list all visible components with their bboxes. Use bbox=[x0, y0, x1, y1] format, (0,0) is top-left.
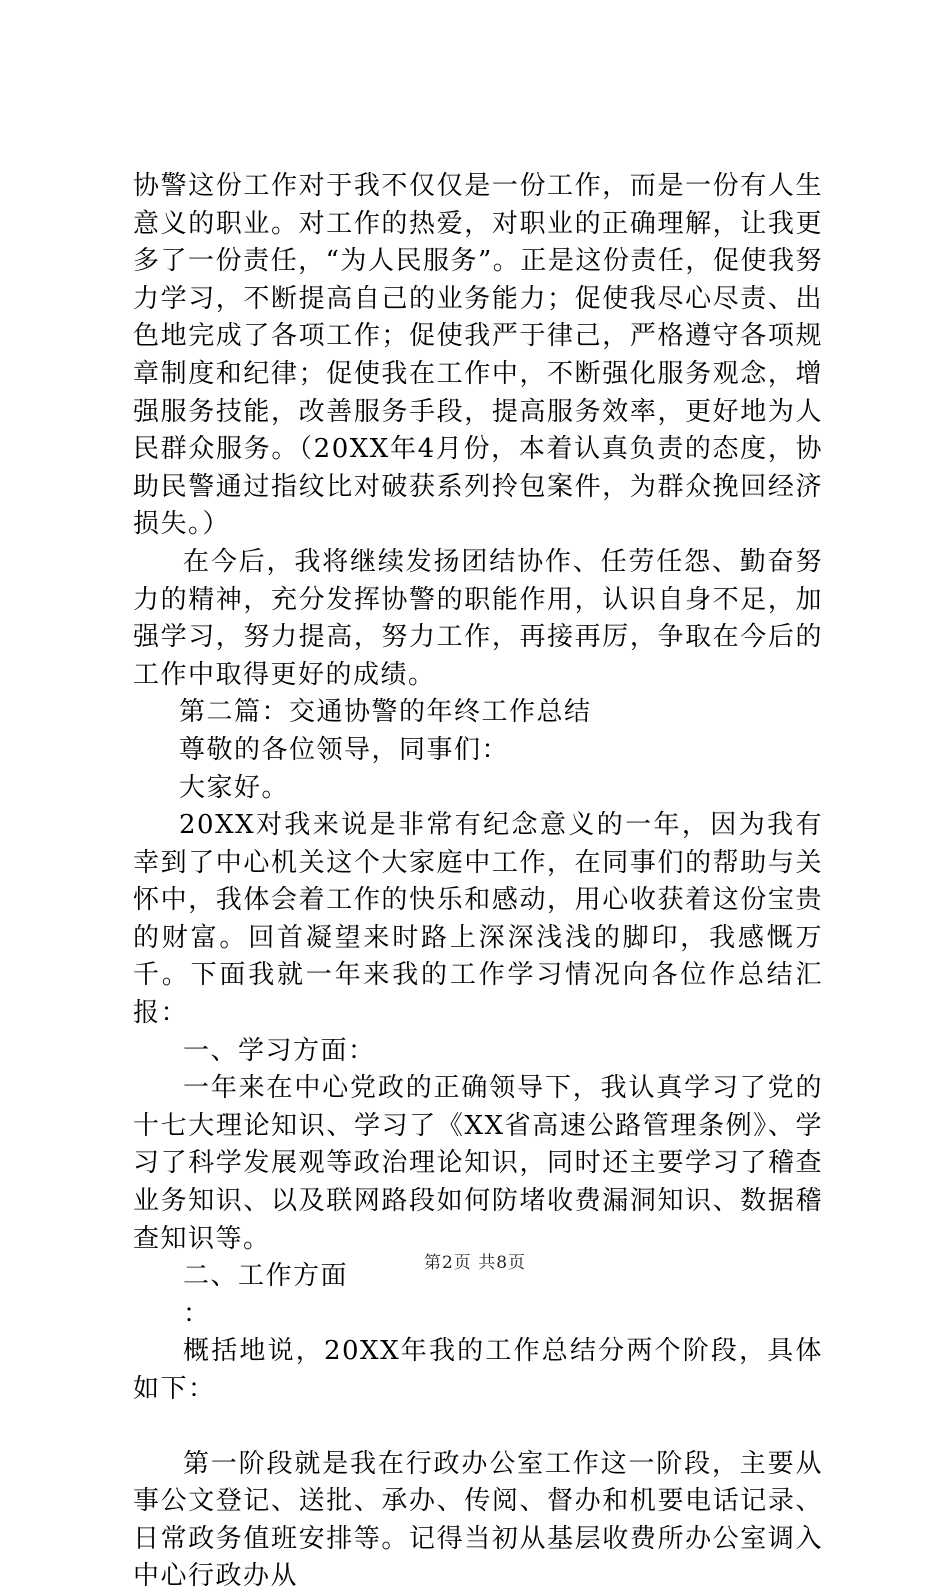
paragraph-stage-one: 第一阶段就是我在行政办公室工作这一阶段，主要从事公文登记、送批、承办、传阅、督办和机要电话记录、日常政务值班安排等。记得当初从基层收费所办公室调入中心行政办从 bbox=[133, 1448, 823, 1592]
page-number: 第2页 共8页 bbox=[423, 1253, 527, 1273]
subheading-work: 二、工作方面 bbox=[183, 1261, 349, 1292]
paragraph-study: 一年来在中心党政的正确领导下，我认真学习了党的十七大理论知识、学习了《XX省高速公路管理条例》、学习了科学发展观等政治理论知识，同时还主要学习了稽查业务知识、以及联网路段如何防堵收费漏洞知识、数据稽查知识等。 bbox=[133, 1073, 823, 1254]
blank-line bbox=[133, 1409, 823, 1446]
paragraph-summary: 概括地说，20XX年我的工作总结分两个阶段，具体如下： bbox=[133, 1336, 823, 1404]
document-body bbox=[133, 168, 823, 1596]
section-heading: 第二篇：交通协警的年终工作总结 bbox=[179, 697, 592, 728]
subheading-work-colon: ： bbox=[183, 1298, 211, 1329]
paragraph-2: 在今后，我将继续发扬团结协作、任劳任怨、勤奋努力的精神，充分发挥协警的职能作用，认识自身不足，加强学习，努力提高，努力工作，再接再厉，争取在今后的工作中取得更好的成绩。 bbox=[133, 546, 823, 690]
salutation: 尊敬的各位领导，同事们： bbox=[179, 734, 510, 765]
paragraph-1: 协警这份工作对于我不仅仅是一份工作，而是一份有人生意义的职业。对工作的热爱，对职业的正确理解，让我更多了一份责任，“为人民服务”。正是这份责任，促使我努力学习，不断提高自己的业务能力；促使我尽心尽责、出色地完成了各项工作；促使我严于律己，严格遵守各项规章制度和纪律；促使我在工作中，不断强化服务观念，增强服务技能，改善服务手段，提高服务效率，更好地为人民群众服务。（20XX年4月份，本着认真负责的态度，协助民警通过指纹比对破获系列拎包案件，为群众挽回经济损失。） bbox=[133, 171, 823, 540]
paragraph-intro: 20XX对我来说是非常有纪念意义的一年，因为我有幸到了中心机关这个大家庭中工作，在同事们的帮助与关怀中，我体会着工作的快乐和感动，用心收获着这份宝贵的财富。回首凝望来时路上深深浅浅的脚印，我感慨万千。下面我就一年来我的工作学习情况向各位作总结汇报： bbox=[133, 810, 823, 1029]
subheading-study: 一、学习方面： bbox=[183, 1035, 376, 1066]
greeting: 大家好。 bbox=[179, 772, 290, 803]
